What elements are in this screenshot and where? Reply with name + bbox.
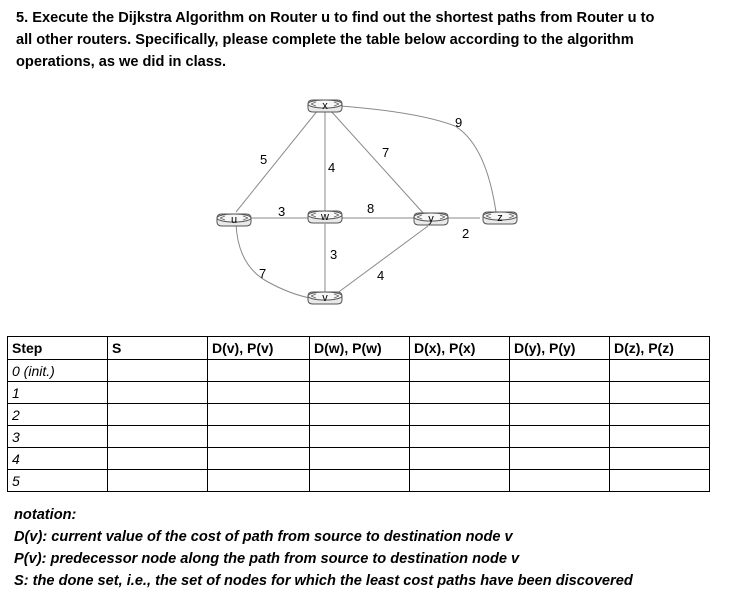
header-dv: D(v), P(v) [208, 337, 310, 360]
router-w [308, 211, 342, 223]
cell-s[interactable] [108, 404, 208, 426]
weight-x-w: 4 [328, 160, 336, 175]
cell-dx[interactable] [410, 448, 510, 470]
header-dz: D(z), P(z) [610, 337, 710, 360]
cell-dx[interactable] [410, 426, 510, 448]
weight-u-x: 5 [260, 152, 268, 167]
step-cell: 0 (init.) [8, 360, 108, 382]
step-cell: 3 [8, 426, 108, 448]
cell-dw[interactable] [310, 470, 410, 492]
step-cell: 4 [8, 448, 108, 470]
header-step: Step [8, 337, 108, 360]
cell-dw[interactable] [310, 404, 410, 426]
cell-dw[interactable] [310, 360, 410, 382]
weight-x-y: 7 [382, 145, 390, 160]
cell-s[interactable] [108, 426, 208, 448]
question-line-1: 5. Execute the Dijkstra Algorithm on Router u to find out the shortest paths from Router u to [16, 10, 655, 26]
step-cell: 1 [8, 382, 108, 404]
cell-s[interactable] [108, 360, 208, 382]
weight-x-z: 9 [455, 115, 463, 130]
cell-dz[interactable] [610, 470, 710, 492]
notation-line-1: D(v): current value of the cost of path from source to destination node v [14, 529, 513, 545]
cell-s[interactable] [108, 470, 208, 492]
cell-dx[interactable] [410, 360, 510, 382]
edge-u-v [236, 224, 310, 298]
header-dy: D(y), P(y) [510, 337, 610, 360]
table-header-row [8, 337, 710, 360]
table-row [8, 426, 710, 448]
header-dw: D(w), P(w) [310, 337, 410, 360]
cell-dx[interactable] [410, 382, 510, 404]
router-w-label: w [321, 211, 329, 223]
router-v [308, 292, 342, 304]
table-row [8, 470, 710, 492]
header-dx: D(x), P(x) [410, 337, 510, 360]
cell-dy[interactable] [510, 360, 610, 382]
table-row [8, 382, 710, 404]
router-x [308, 100, 342, 112]
router-y-label: y [428, 213, 434, 225]
router-u-label: u [230, 214, 238, 226]
cell-dz[interactable] [610, 382, 710, 404]
notation-line-2: P(v): predecessor node along the path from source to destination node v [14, 551, 520, 567]
edge-u-x [236, 110, 318, 212]
weight-y-z: 2 [462, 226, 470, 241]
cell-dz[interactable] [610, 426, 710, 448]
cell-dy[interactable] [510, 382, 610, 404]
router-z [483, 212, 517, 224]
edge-x-y [330, 110, 424, 214]
cell-dv[interactable] [208, 448, 310, 470]
weight-w-y: 8 [367, 201, 375, 216]
table-row [8, 404, 710, 426]
dijkstra-table [7, 336, 710, 492]
router-y [414, 213, 448, 225]
router-z-label: z [497, 212, 503, 224]
cell-dy[interactable] [510, 448, 610, 470]
question-line-2: all other routers. Specifically, please complete the table below according to the algorithm [16, 32, 634, 48]
router-u [217, 214, 251, 226]
cell-dw[interactable] [310, 382, 410, 404]
step-cell: 5 [8, 470, 108, 492]
router-x-label: x [322, 100, 328, 112]
cell-dv[interactable] [208, 404, 310, 426]
weight-u-v: 7 [259, 266, 267, 281]
cell-dw[interactable] [310, 448, 410, 470]
notation-title: notation: [14, 507, 77, 523]
weight-u-w: 3 [278, 204, 286, 219]
cell-dv[interactable] [208, 382, 310, 404]
notation-line-3: S: the done set, i.e., the set of nodes for which the least cost paths have been discovered [14, 573, 633, 589]
weight-w-v: 3 [330, 247, 338, 262]
cell-dy[interactable] [510, 470, 610, 492]
edge-v-y [336, 226, 428, 294]
cell-dx[interactable] [410, 404, 510, 426]
table-row [8, 360, 710, 382]
cell-dv[interactable] [208, 426, 310, 448]
cell-s[interactable] [108, 382, 208, 404]
cell-dz[interactable] [610, 404, 710, 426]
cell-dy[interactable] [510, 426, 610, 448]
cell-dv[interactable] [208, 360, 310, 382]
cell-dy[interactable] [510, 404, 610, 426]
table-row [8, 448, 710, 470]
cell-dz[interactable] [610, 360, 710, 382]
cell-dx[interactable] [410, 470, 510, 492]
weight-v-y: 4 [377, 268, 385, 283]
cell-s[interactable] [108, 448, 208, 470]
cell-dv[interactable] [208, 470, 310, 492]
cell-dz[interactable] [610, 448, 710, 470]
cell-dw[interactable] [310, 426, 410, 448]
header-s: S [108, 337, 208, 360]
step-cell: 2 [8, 404, 108, 426]
question-line-3: operations, as we did in class. [16, 54, 227, 70]
notation-block [14, 504, 726, 592]
edge-x-z [340, 106, 496, 212]
router-v-label: v [322, 292, 328, 304]
